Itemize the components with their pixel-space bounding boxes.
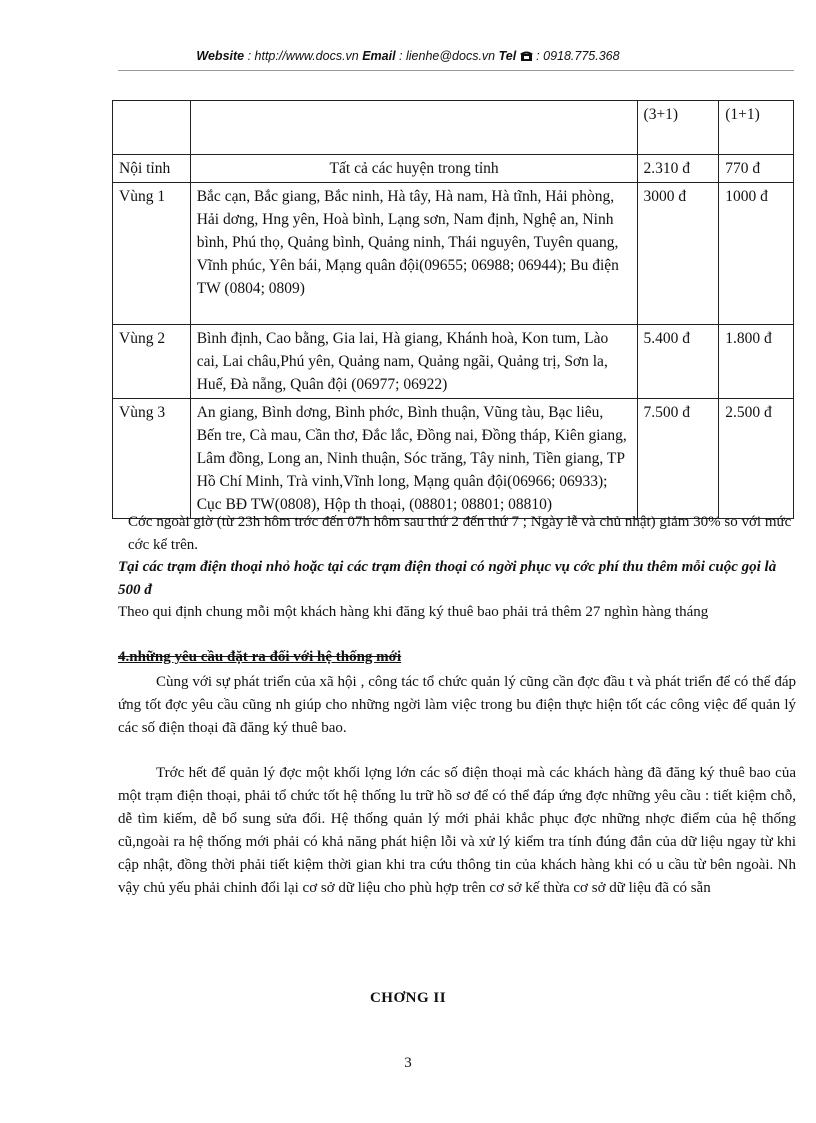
table-cell bbox=[190, 101, 637, 155]
table-cell: (3+1) bbox=[637, 101, 719, 155]
price-3-cell: 3000 đ bbox=[637, 183, 719, 325]
surcharge-note: Tại các trạm điện thoại nhỏ hoặc tại các trạm điện thoại có ngời phục vụ cớc phí thu thêm mỗi cuộc gọi là 500 đ bbox=[118, 559, 777, 598]
table-cell: (1+1) bbox=[719, 101, 794, 155]
body-paragraph: Trớc hết để quản lý đợc một khối lợng lớn các số điện thoại mà các khách hàng đã đăng ký thuê bao của một trạm điện thoại, phải tổ chức tốt hệ thống lu trữ hồ sơ để có thể đáp ứng đợc những yêu cầu : tiết kiệm chỗ, dễ tìm kiếm, dễ bổ sung sửa đổi. Hệ thống quản lý mới phải khắc phục đợc những nhợc điểm của hệ thống cũ,ngoài ra hệ thống mới phải có khả năng phát hiện lỗi và xử lý kiểm tra tính đúng đắn của dữ liệu ngay từ khi cập nhật, đồng thời phải tiết kiệm thời gian khi tra cứu thông tin của khách hàng khi có u cầu từ bên ngoài. Nh vậy chủ yếu phải chỉnh đổi lại cơ sở dữ liệu cho phù hợp trên cơ sở kế thừa cơ sở dữ liệu đã có sẵn bbox=[118, 765, 796, 896]
tel-label: Tel bbox=[498, 49, 517, 63]
price-3-cell: 5.400 đ bbox=[637, 325, 719, 399]
table-header-row bbox=[113, 101, 794, 155]
header-divider bbox=[118, 70, 794, 71]
table-row bbox=[113, 183, 794, 325]
table-row bbox=[113, 325, 794, 399]
areas-cell: An giang, Bình dơng, Bình phớc, Bình thuận, Vũng tàu, Bạc liêu, Bến tre, Cà mau, Cần thơ, Đắc lắc, Đồng nai, Đồng tháp, Kiên giang, Lâm đồng, Long an, Ninh thuận, Sóc trăng, Tây ninh, Tiền giang, TP Hồ Chí Minh, Trà vinh,Vĩnh long, Mạng quân đội(06966; 06933); Cục BĐ TW(0808), Hộp th thoại, (08801; 08801; 08810) bbox=[190, 399, 637, 519]
page-number: 3 bbox=[404, 1055, 412, 1071]
monthly-fee-text: Theo qui định chung mỗi một khách hàng khi đăng ký thuê bao phải trả thêm 27 nghìn hàng tháng bbox=[118, 604, 709, 620]
body-paragraph: Cùng với sự phát triển của xã hội , công tác tổ chức quản lý cũng cần đợc đầu t và phát triển để có thể đáp ứng tốt đợc yêu cầu cũng nh giúp cho những ngời làm việc trong bu điện thực hiện tốt các công việc để quản lý các số điện thoại đã đăng ký thuê bao. bbox=[118, 674, 796, 736]
table-row bbox=[113, 155, 794, 183]
tel-value: : 0918.775.368 bbox=[532, 49, 620, 63]
areas-cell: Bắc cạn, Bắc giang, Bắc ninh, Hà tây, Hà nam, Hà tĩnh, Hải phòng, Hải dơng, Hng yên, Hoà bình, Lạng sơn, Nam định, Nghệ an, Ninh bình, Phú thọ, Quảng bình, Quảng ninh, Thái nguyên, Tuyên quang, Vĩnh phúc, Yên bái, Mạng quân đội(09655; 06988; 06944); Bu điện TW (0804; 0809) bbox=[190, 183, 637, 325]
email-label: Email bbox=[362, 49, 396, 63]
price-1-cell: 1000 đ bbox=[719, 183, 794, 325]
region-cell: Nội tỉnh bbox=[113, 155, 191, 183]
region-cell: Vùng 1 bbox=[113, 183, 191, 325]
website-value[interactable]: : http://www.docs.vn bbox=[244, 49, 363, 63]
table-row bbox=[113, 399, 794, 519]
discount-note: Cớc ngoài giờ (từ 23h hôm trớc đến 07h hôm sau thứ 2 đến thứ 7 ; Ngày lễ và chủ nhật) giảm 30% so với mức cớc kể trên. bbox=[128, 514, 792, 553]
chapter-title: CHƠNG II bbox=[369, 990, 447, 1006]
areas-cell: Bình định, Cao bằng, Gia lai, Hà giang, Khánh hoà, Kon tum, Lào cai, Lai châu,Phú yên, Quảng nam, Quảng ngãi, Quảng trị, Sơn la, Huế, Đà nẵng, Quân đội (06977; 06922) bbox=[190, 325, 637, 399]
page-header bbox=[0, 49, 816, 65]
phone-icon bbox=[520, 50, 533, 65]
table-cell bbox=[113, 101, 191, 155]
section-heading: 4.những yêu cầu đặt ra đối với hệ thống mới bbox=[118, 649, 402, 665]
areas-cell: Tất cả các huyện trong tỉnh bbox=[190, 155, 637, 183]
region-cell: Vùng 3 bbox=[113, 399, 191, 519]
rate-table bbox=[112, 100, 794, 519]
price-3-cell: 2.310 đ bbox=[637, 155, 719, 183]
price-1-cell: 2.500 đ bbox=[719, 399, 794, 519]
website-label: Website bbox=[196, 49, 245, 63]
price-1-cell: 770 đ bbox=[719, 155, 794, 183]
email-value[interactable]: : lienhe@docs.vn bbox=[395, 49, 499, 63]
region-cell: Vùng 2 bbox=[113, 325, 191, 399]
price-3-cell: 7.500 đ bbox=[637, 399, 719, 519]
price-1-cell: 1.800 đ bbox=[719, 325, 794, 399]
